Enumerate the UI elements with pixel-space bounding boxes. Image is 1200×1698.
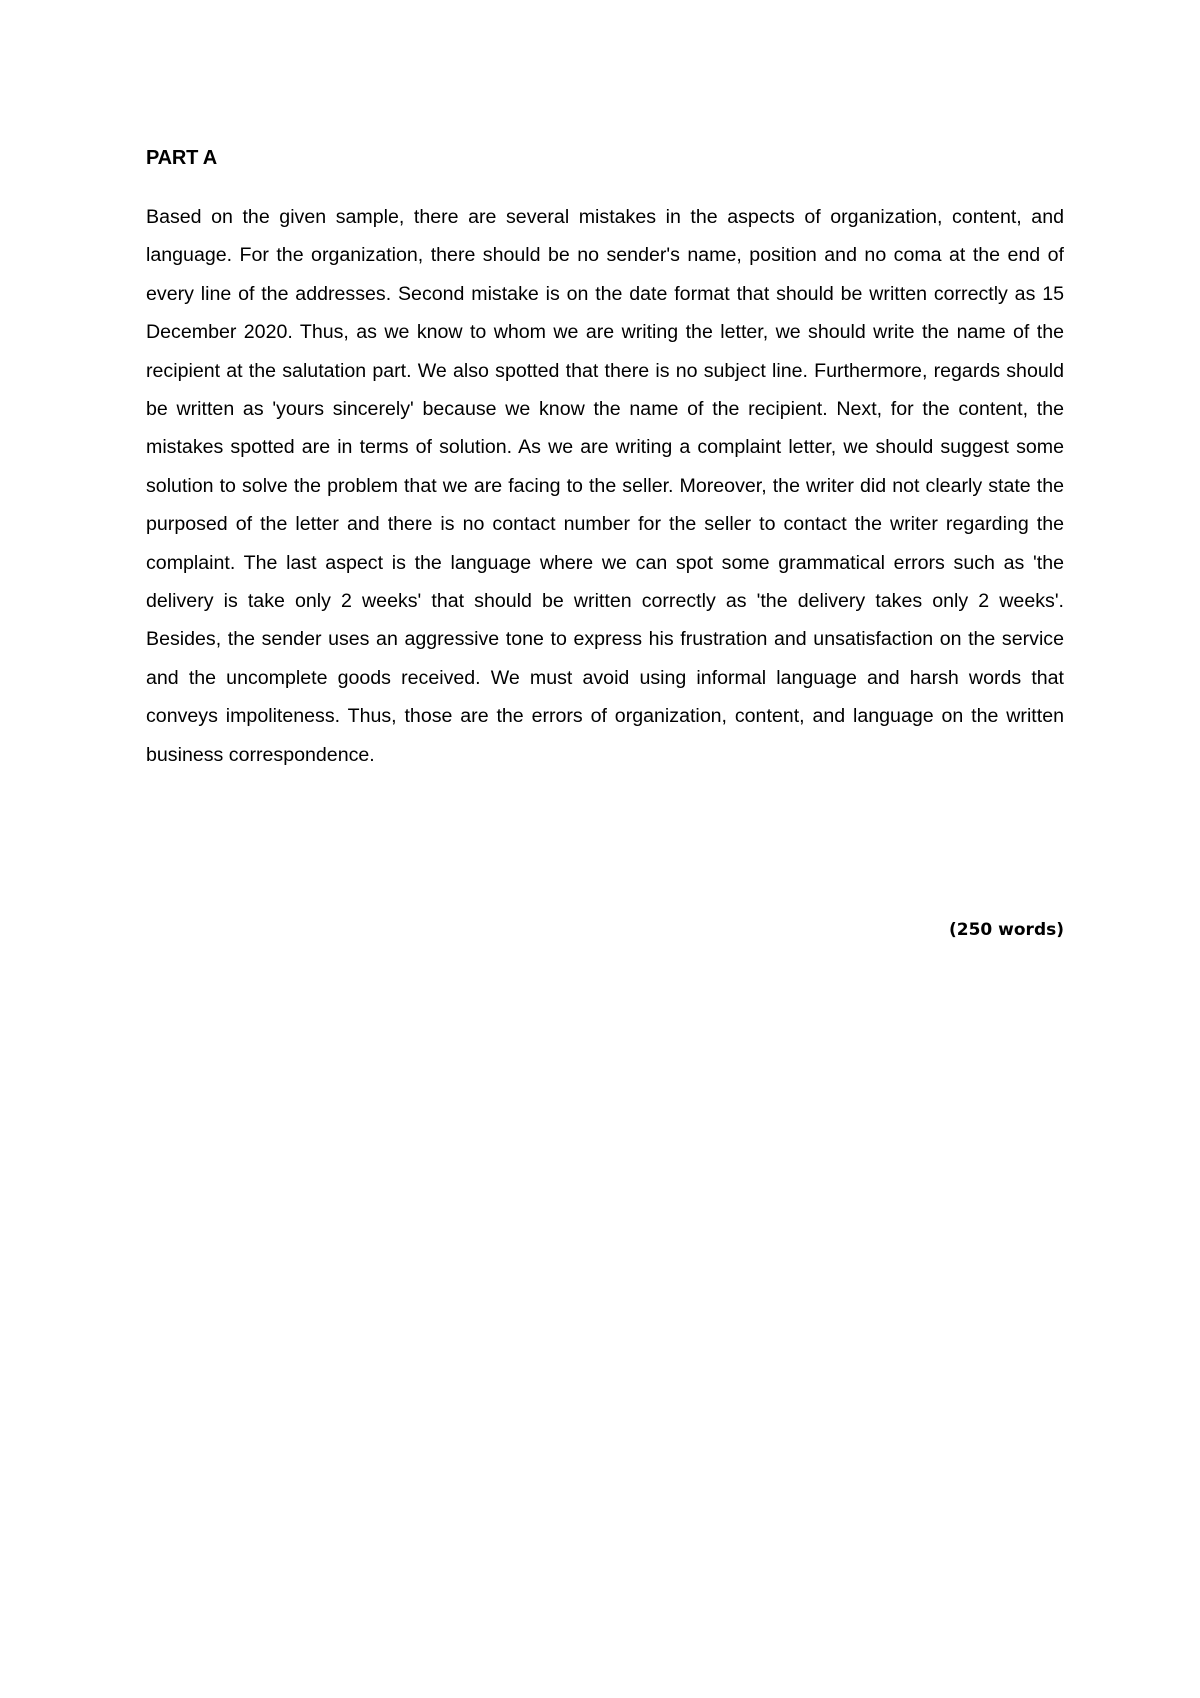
word-count-label: (250 words)	[949, 920, 1064, 940]
section-heading: PART A	[146, 147, 218, 169]
body-paragraph: Based on the given sample, there are several mistakes in the aspects of organization, content, and language. For the organization, there should be no sender's name, position and no coma at the end of every line of the addresses. Second mistake is on the date format that should be written correctly as 15 December 2020. Thus, as we know to whom we are writing the letter, we should write the name of the recipient at the salutation part. We also spotted that there is no subject line. Furthermore, regards should be written as 'yours sincerely' because we know the name of the recipient. Next, for the content, the mistakes spotted are in terms of solution. As we are writing a complaint letter, we should suggest some solution to solve the problem that we are facing to the seller. Moreover, the writer did not clearly state the purposed of the letter and there is no contact number for the seller to contact the writer regarding the complaint. The last aspect is the language where we can spot some grammatical errors such as 'the delivery is take only 2 weeks' that should be written correctly as 'the delivery takes only 2 weeks'. Besides, the sender uses an aggressive tone to express his frustration and unsatisfaction on the service and the uncomplete goods received. We must avoid using informal language and harsh words that conveys impoliteness. Thus, those are the errors of organization, content, and language on the written business correspondence.	[146, 206, 1064, 766]
